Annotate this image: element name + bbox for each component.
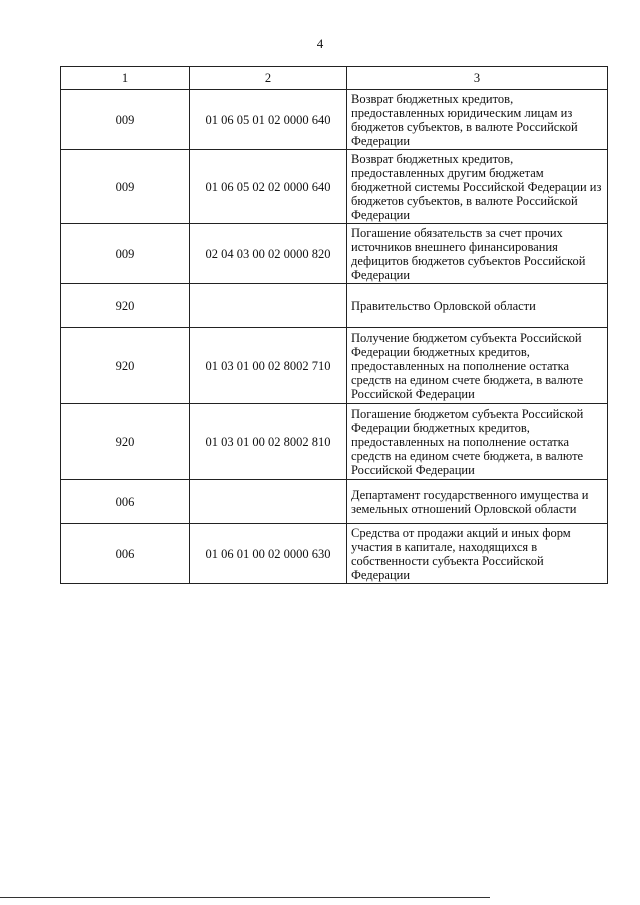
page-number: 4 <box>316 36 324 51</box>
description-cell: Получение бюджетом субъекта Российской Федерации бюджетных кредитов, предоставленных на пополнение остатка средств на едином счете бюджета, в валюте Российской Федерации <box>347 328 608 404</box>
column-header-2: 2 <box>190 67 347 90</box>
budget-code-cell <box>190 284 347 328</box>
description-cell: Погашение бюджетом субъекта Российской Федерации бюджетных кредитов, предоставленных на пополнение остатка средств на едином счете бюджета, в валюте Российской Федерации <box>347 404 608 480</box>
table-row <box>61 150 608 224</box>
table-row <box>61 480 608 524</box>
budget-code-cell <box>190 480 347 524</box>
budget-code-cell: 01 06 05 02 02 0000 640 <box>190 150 347 224</box>
description-cell: Возврат бюджетных кредитов, предоставленных другим бюджетам бюджетной системы Российской Федерации из бюджетов субъектов, в валюте Российской Федерации <box>347 150 608 224</box>
admin-code-cell: 009 <box>61 90 190 150</box>
column-header-1: 1 <box>61 67 190 90</box>
description-cell: Средства от продажи акций и иных форм участия в капитале, находящихся в собственности субъекта Российской Федерации <box>347 524 608 584</box>
table-row <box>61 90 608 150</box>
table-row <box>61 284 608 328</box>
admin-code-cell: 920 <box>61 404 190 480</box>
description-cell: Департамент государственного имущества и земельных отношений Орловской области <box>347 480 608 524</box>
admin-code-cell: 006 <box>61 524 190 584</box>
table-row <box>61 524 608 584</box>
admin-code-cell: 920 <box>61 328 190 404</box>
budget-code-cell: 01 03 01 00 02 8002 810 <box>190 404 347 480</box>
budget-code-cell: 01 03 01 00 02 8002 710 <box>190 328 347 404</box>
footer-rule <box>0 897 490 898</box>
budget-sources-table <box>60 66 608 584</box>
table-body <box>61 90 608 584</box>
description-cell: Возврат бюджетных кредитов, предоставленных юридическим лицам из бюджетов субъектов, в валюте Российской Федерации <box>347 90 608 150</box>
table-row <box>61 404 608 480</box>
budget-code-cell: 01 06 05 01 02 0000 640 <box>190 90 347 150</box>
description-cell: Погашение обязательств за счет прочих источников внешнего финансирования дефицитов бюджетов субъектов Российской Федерации <box>347 224 608 284</box>
admin-code-cell: 009 <box>61 224 190 284</box>
table-row <box>61 224 608 284</box>
budget-code-cell: 01 06 01 00 02 0000 630 <box>190 524 347 584</box>
admin-code-cell: 009 <box>61 150 190 224</box>
budget-code-cell: 02 04 03 00 02 0000 820 <box>190 224 347 284</box>
table-header-row <box>61 67 608 90</box>
admin-code-cell: 006 <box>61 480 190 524</box>
admin-code-cell: 920 <box>61 284 190 328</box>
description-cell: Правительство Орловской области <box>347 284 608 328</box>
table-row <box>61 328 608 404</box>
column-header-3: 3 <box>347 67 608 90</box>
